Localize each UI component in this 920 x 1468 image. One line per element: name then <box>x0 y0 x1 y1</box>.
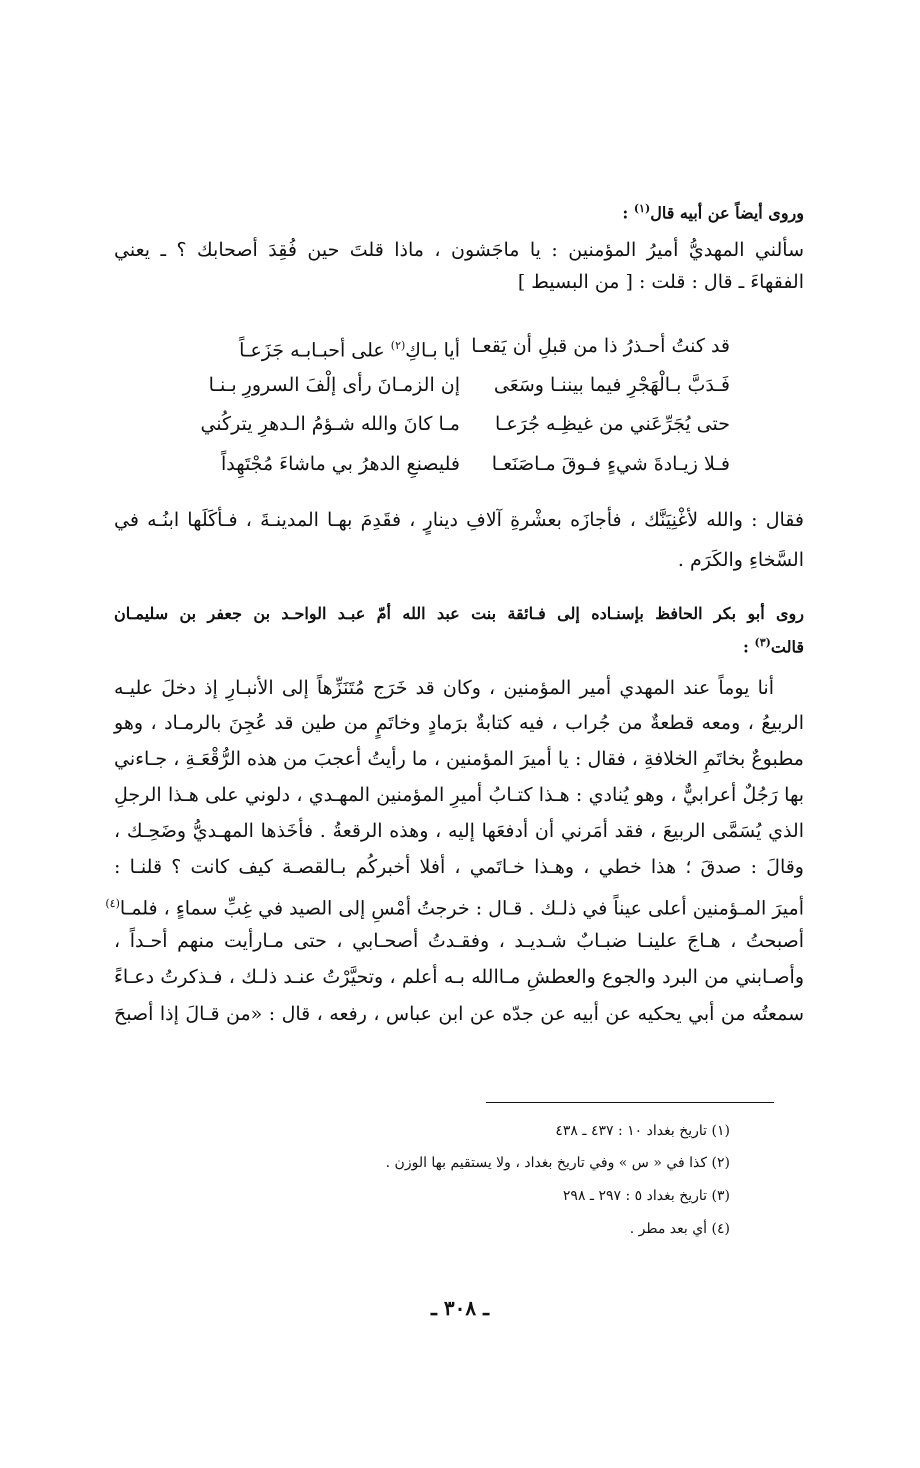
section2-heading: روى أبو بكر الحافظ بإسنـاده إلى فـائقة بنت عبد الله أمّ عبـد الواحـد بن جعفر بن سليمـان <box>114 604 804 623</box>
heading-text: وروى أيضاً عن أبيه قال <box>650 203 804 223</box>
footnote-ref: (١) <box>633 202 651 215</box>
paragraph-line: مطبوعٌ بخاتَمِ الخلافةِ ، فقال : يا أميرَ المؤمنين ، ما رأيتُ أعجبَ من هذه الرُّقْعَـةِ ، جـاءني <box>114 748 804 770</box>
paragraph-line: فقال : والله لأغْنِيَنَّك ، فأجازَه بعشْرةِ آلافِ دينارٍ ، فقَدِمَ بهـا المدينـةَ ، فـأكَلَها ابنُـه في <box>114 509 804 531</box>
heading-tail: : <box>622 203 634 223</box>
paragraph-line: السَّخاءِ والكَرَم . <box>677 549 804 571</box>
paragraph-text: أميرَ المـؤمنين أعلى عيناً في ذلـك . قـال : خرجتُ أمْسِ إلى الصيد في غِبِّ سماءٍ ، فلمـا <box>119 897 804 920</box>
verse-hemistich-second: قد كنتُ أحـذرُ ذا من قبلِ أن يَقعـا <box>471 335 730 357</box>
verse-hemistich-first: إن الزمـانَ رأى إلْفَ السرورِ بـنـا <box>208 374 460 396</box>
footnote: (٣) تاريخ بغداد ٥ : ٢٩٧ ـ ٢٩٨ <box>562 1188 730 1204</box>
footnote: (٢) كذا في « س » وفي تاريخ بغداد ، ولا يستقيم بها الوزن . <box>385 1155 730 1171</box>
footnote: (١) تاريخ بغداد ١٠ : ٤٣٧ ـ ٤٣٨ <box>555 1123 730 1139</box>
paragraph-line: الذي يُسَمَّى الربيعَ ، فقد أمَرني أن أدفعَها إليه ، وهذه الرقعةُ . فأخَذها المهـديُّ وضَحِـك ، <box>114 820 804 842</box>
verse-hemistich-first: فليصنعِ الدهرُ بي ماشاءَ مُجْتَهِداً <box>220 453 460 475</box>
paragraph-line: أصبحتُ ، هـاجَ علينـا ضبـابٌ شـديـد ، وفقـدتُ أصحـابي ، حتى مـارأيت منهم أحـداً ، <box>114 930 804 952</box>
paragraph-line: وأصـابني من البرد والجوع والعطشِ مـاالله بـه أعلم ، وتحيَّرْتُ عنـد ذلـك ، فـذكرتُ دعـاءً <box>114 966 804 988</box>
verse-hemistich-second: فـلا زيـادةَ شيءٍ فـوقَ مـاصَنَعـا <box>491 453 730 475</box>
footnote-ref: (٤) <box>105 897 120 910</box>
paragraph-line: سألني المهديُّ أميرُ المؤمنين : يا ماجَشون ، ماذا قلتَ حين فُقِدَ أصحابك ؟ ـ يعني <box>114 239 804 261</box>
section1-heading <box>114 196 804 226</box>
paragraph-line: أنا يوماً عند المهدي أمير المؤمنين ، وكان قد خَرَج مُتَنَزِّهاً إلى الأنبـارِ إذ دخلَ عليـه <box>114 677 774 699</box>
paragraph-line: بها رَجُلٌ أعرابيٌّ ، وهو يُنادي : هـذا كتـابُ أميرِ المؤمنين المهـدي ، دلوني على هـذا الرجلِ <box>114 784 804 806</box>
page-number: ـ ٣٠٨ ـ <box>431 1296 489 1320</box>
footnote-ref: (٢) <box>390 339 406 352</box>
heading-tail: : <box>743 637 755 657</box>
footnote-ref: (٣) <box>754 636 771 649</box>
paragraph-line: سمعتُه من أبي يحكيه عن أبيه عن جدّه عن ابن عباس ، رفعه ، قال : «من قـالَ إذا أصبحَ <box>114 1003 804 1025</box>
verse-text: أيا بـاكِ <box>405 339 460 362</box>
verse-hemistich-second: فَـدَبَّ بـالْهَجْرِ فيما بيننـا وسَعَى <box>493 374 730 396</box>
section2-heading-line2 <box>114 630 804 660</box>
paragraph-line: وقالَ : صدقَ ؛ هذا خطي ، وهـذا خـاتَمي ، أفلا أخبركُم بـالقصـة كيف كانت ؟ قلنـا : <box>114 856 804 878</box>
paragraph-line-with-note <box>105 891 804 921</box>
paragraph-line: الفقهاءَ ـ قال : قلت : [ من البسيط ] <box>517 271 804 293</box>
paragraph-line: الربيعُ ، ومعه قطعةٌ من جُراب ، فيه كتابةٌ برَمادٍ وخاتَمٍ من طين قد عُجِنَ بالرمـاد ، وهو <box>114 712 804 734</box>
heading-text: قالت <box>770 637 804 657</box>
footnote: (٤) أي بعد مطر . <box>629 1221 730 1237</box>
verse-hemistich-first <box>185 333 460 363</box>
verse-text: على أحبـابـه جَزَعـاً <box>239 339 391 362</box>
verse-hemistich-second: حتى يُجَرِّعَني من غيظِـه جُرَعـا <box>495 413 730 435</box>
verse-hemistich-first: مـا كانَ والله شـؤمُ الـدهرِ يتركُني <box>200 413 460 435</box>
footnote-separator <box>486 1102 774 1103</box>
